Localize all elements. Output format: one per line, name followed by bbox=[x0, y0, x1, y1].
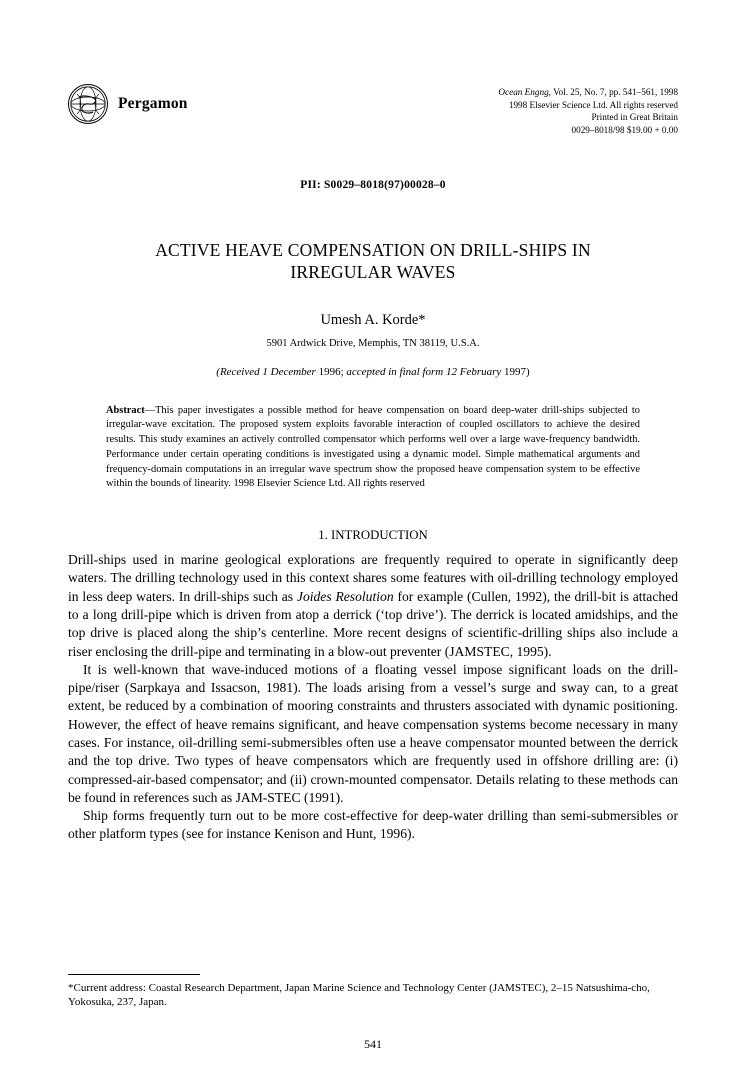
paragraph-text: Ship forms frequently turn out to be more cost-effective for deep-water drilling than semi-submersibles or other platform types (see for instance Kenison and Hunt, 1996). bbox=[68, 808, 678, 842]
publisher-block bbox=[68, 84, 188, 124]
title-line-2: IRREGULAR WAVES bbox=[290, 262, 456, 283]
paragraph-text: for example (Cullen, 1992), the drill-bit is attached to a long drill-pipe which is driven from atop a derrick (‘top drive’). The derrick is located amidships, and the top drive is placed along the ship’s centerline. More recent designs of scientific-drilling ships also include a riser enclosing the drill-pipe and terminating in a blow-out preventer (JAMSTEC, 1995). bbox=[68, 588, 678, 659]
pii-line: PII: S0029–8018(97)00028–0 bbox=[300, 178, 446, 191]
abstract-label: Abstract bbox=[106, 404, 145, 416]
footnote-rule bbox=[68, 974, 200, 975]
author-name: Umesh A. Korde* bbox=[320, 311, 426, 328]
publisher-name: Pergamon bbox=[118, 95, 188, 112]
footnote-current-address: *Current address: Coastal Research Department, Japan Marine Science and Technology Center (JAMSTEC), 2–15 Natsushima-cho, Yokosuka, 237, Japan. bbox=[68, 981, 650, 1009]
page-title bbox=[68, 239, 678, 284]
received-dates bbox=[68, 366, 678, 378]
emphasis-text: Joides Resolution bbox=[296, 588, 394, 604]
journal-citation-line bbox=[498, 86, 678, 99]
pergamon-globe-icon bbox=[68, 84, 108, 124]
paragraph-text: It is well-known that wave-induced motions of a floating vessel impose significant loads on the drill-pipe/riser (Sarpkaya and Issacson, 1981). The loads arising from a vessel’s surge and sway can, to a great extent, be reduced by a combination of mooring constraints and thrusters associated with dynamic positioning. However, the effect of heave remains significant, and heave compensation systems become necessary in many cases. For instance, oil-drilling semi-submersibles often use a heave compensator mounted between the derrick and the top drive. Two types of heave compensators which are frequently used in offshore drilling are: (i) compressed-air-based compensator; and (ii) crown-mounted compensator. Details relating to these methods can be found in references such as JAM-STEC (1991). bbox=[68, 661, 678, 805]
body-text bbox=[68, 551, 678, 844]
para-3 bbox=[68, 807, 678, 844]
received-suffix: accepted in final form 12 February bbox=[346, 365, 502, 378]
received-mid: 1996; bbox=[315, 365, 347, 378]
abstract-text: —This paper investigates a possible method for heave compensation on board deep-water drill-ships subjected to irregular-wave excitation. The proposed system exploits favorable interaction of coupled oscillators to achieve the desired results. This study examines an actively controlled compensator which performs well over a large wave-frequency bandwidth. Performance under certain operating conditions is investigated using a dynamic model. Simple mathematical arguments and frequency-domain computations in an irregular wave spectrum show the proposed heave compensation system to be effective within the bounds of linearity. 1998 Elsevier Science Ltd. All rights reserved bbox=[106, 404, 640, 490]
abstract bbox=[106, 404, 640, 493]
copyright-line: 1998 Elsevier Science Ltd. All rights reserved bbox=[508, 99, 678, 110]
section-heading-introduction: 1. INTRODUCTION bbox=[318, 528, 428, 543]
journal-volume: Vol. 25, No. 7, pp. 541–561, 1998 bbox=[550, 87, 678, 97]
paragraph-text: Drill-ships used in marine geological explorations are frequently required to operate in significantly deep waters. The drilling technology used in this context shares some features with oil-drilling technology employed in less deep waters. In drill-ships such as bbox=[68, 552, 678, 604]
para-2 bbox=[68, 661, 678, 807]
journal-info bbox=[498, 84, 678, 137]
masthead bbox=[68, 84, 678, 137]
issn-price-line: 0029–8018/98 $19.00 + 0.00 bbox=[571, 125, 678, 136]
author-affiliation: 5901 Ardwick Drive, Memphis, TN 38119, U.S.A. bbox=[266, 337, 480, 349]
footnote-area bbox=[68, 974, 678, 1010]
received-prefix: (Received 1 December bbox=[216, 365, 316, 378]
received-end: 1997) bbox=[501, 365, 530, 378]
title-line-1: ACTIVE HEAVE COMPENSATION ON DRILL-SHIPS IN bbox=[155, 239, 591, 260]
page-number: 541 bbox=[364, 1037, 382, 1051]
journal-title: Ocean Engng, bbox=[498, 87, 551, 97]
para-1 bbox=[68, 551, 678, 661]
printed-line: Printed in Great Britain bbox=[591, 112, 678, 123]
